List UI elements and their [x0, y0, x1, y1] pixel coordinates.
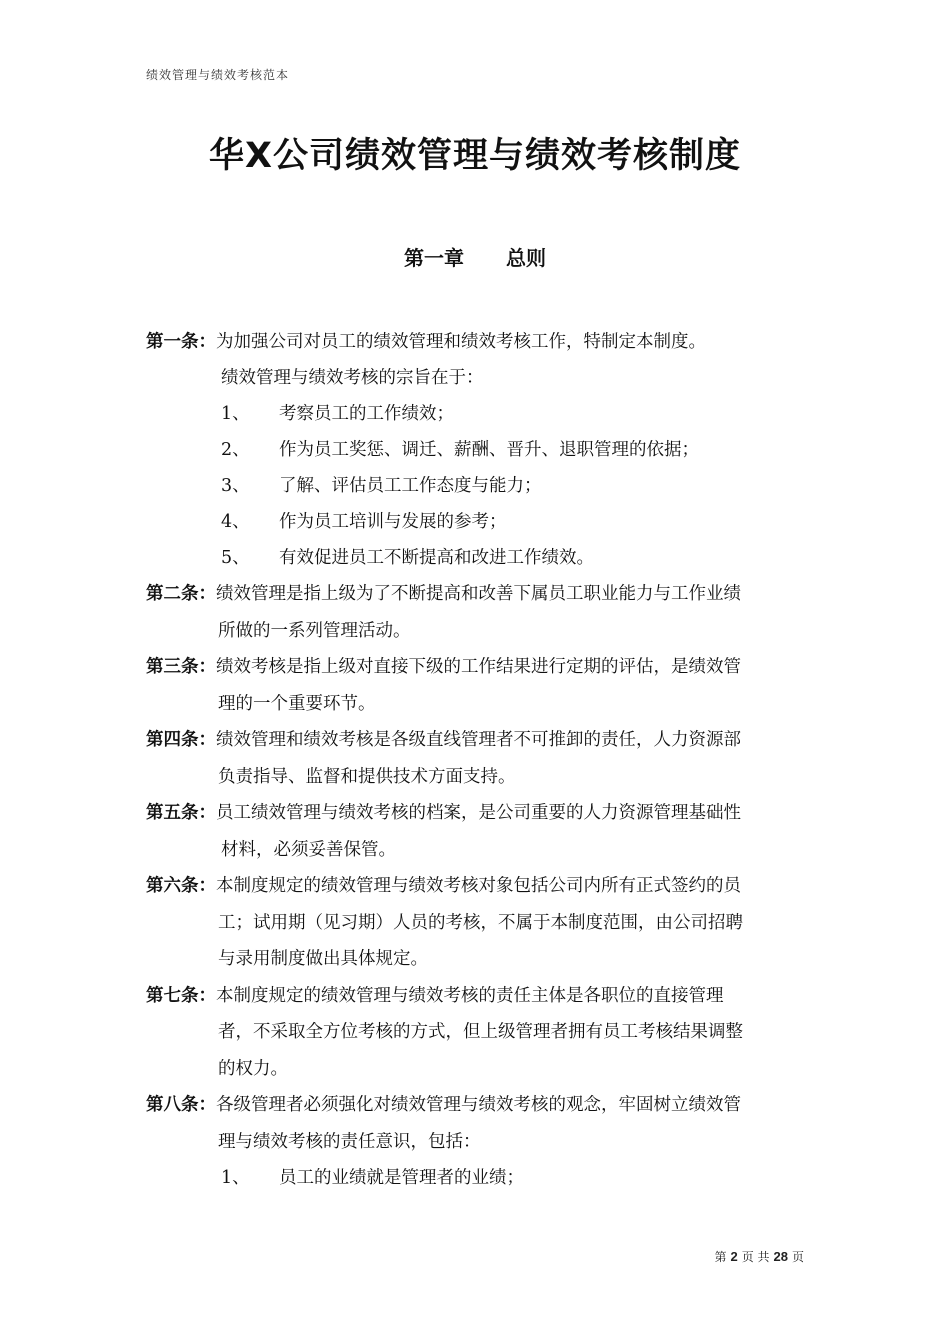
article-label: 第一条： [146, 332, 216, 352]
article-text: 的权力。 [218, 1059, 288, 1079]
page-total: 28 [773, 1249, 788, 1264]
article-text: 理与绩效考核的责任意识，包括： [218, 1132, 481, 1152]
article-8 [146, 1093, 741, 1117]
list-item: 5、 有效促进员工不断提高和改进工作绩效。 [221, 548, 594, 568]
article-label: 第六条： [146, 876, 216, 896]
page-header: 绩效管理与绩效考核范本 [146, 68, 290, 82]
article-text: 绩效管理是指上级为了不断提高和改善下属员工职业能力与工作业绩 [216, 584, 741, 604]
article-label: 第五条： [146, 803, 216, 823]
page-number: 2 [730, 1249, 738, 1264]
article-5 [146, 801, 741, 825]
article-text: 所做的一系列管理活动。 [218, 621, 411, 641]
article-text: 负责指导、监督和提供技术方面支持。 [218, 767, 516, 787]
chapter-heading [0, 242, 950, 271]
document-title: 华X公司绩效管理与绩效考核制度 [209, 136, 741, 176]
article-text: 者，不采取全方位考核的方式，但上级管理者拥有员工考核结果调整 [218, 1022, 743, 1042]
article-label: 第四条： [146, 730, 216, 750]
article-text: 员工绩效管理与绩效考核的档案，是公司重要的人力资源管理基础性 [216, 803, 741, 823]
article-text: 绩效管理和绩效考核是各级直线管理者不可推卸的责任，人力资源部 [216, 730, 741, 750]
article-text: 各级管理者必须强化对绩效管理与绩效考核的观念，牢固树立绩效管 [216, 1095, 741, 1115]
page-footer: 第 2 页 共 28 页 [714, 1249, 804, 1264]
article-text: 本制度规定的绩效管理与绩效考核的责任主体是各职位的直接管理 [216, 986, 724, 1006]
article-text: 绩效管理与绩效考核的宗旨在于： [221, 368, 484, 388]
article-text: 材料，必须妥善保管。 [221, 840, 396, 860]
article-label: 第八条： [146, 1095, 216, 1115]
list-item: 1、 考察员工的工作绩效； [221, 404, 454, 424]
article-7 [146, 984, 724, 1008]
chapter-number: 第一章 [404, 246, 464, 270]
article-label: 第二条： [146, 584, 216, 604]
article-1 [146, 330, 706, 354]
article-4 [146, 728, 741, 752]
article-3 [146, 655, 741, 679]
article-text: 绩效考核是指上级对直接下级的工作结果进行定期的评估，是绩效管 [216, 657, 741, 677]
list-item: 4、 作为员工培训与发展的参考； [221, 512, 507, 532]
article-text: 本制度规定的绩效管理与绩效考核对象包括公司内所有正式签约的员 [216, 876, 741, 896]
list-item: 2、 作为员工奖惩、调迁、薪酬、晋升、退职管理的依据； [221, 440, 699, 460]
article-2 [146, 582, 741, 606]
list-item: 3、 了解、评估员工工作态度与能力； [221, 476, 542, 496]
article-text: 为加强公司对员工的绩效管理和绩效考核工作，特制定本制度。 [216, 332, 706, 352]
list-item: 1、 员工的业绩就是管理者的业绩； [221, 1168, 524, 1188]
article-text: 工；试用期（见习期）人员的考核，不属于本制度范围，由公司招聘 [218, 913, 743, 933]
article-label: 第三条： [146, 657, 216, 677]
article-6 [146, 874, 741, 898]
article-text: 理的一个重要环节。 [218, 694, 376, 714]
article-label: 第七条： [146, 986, 216, 1006]
article-text: 与录用制度做出具体规定。 [218, 949, 428, 969]
chapter-name: 总则 [506, 246, 546, 270]
